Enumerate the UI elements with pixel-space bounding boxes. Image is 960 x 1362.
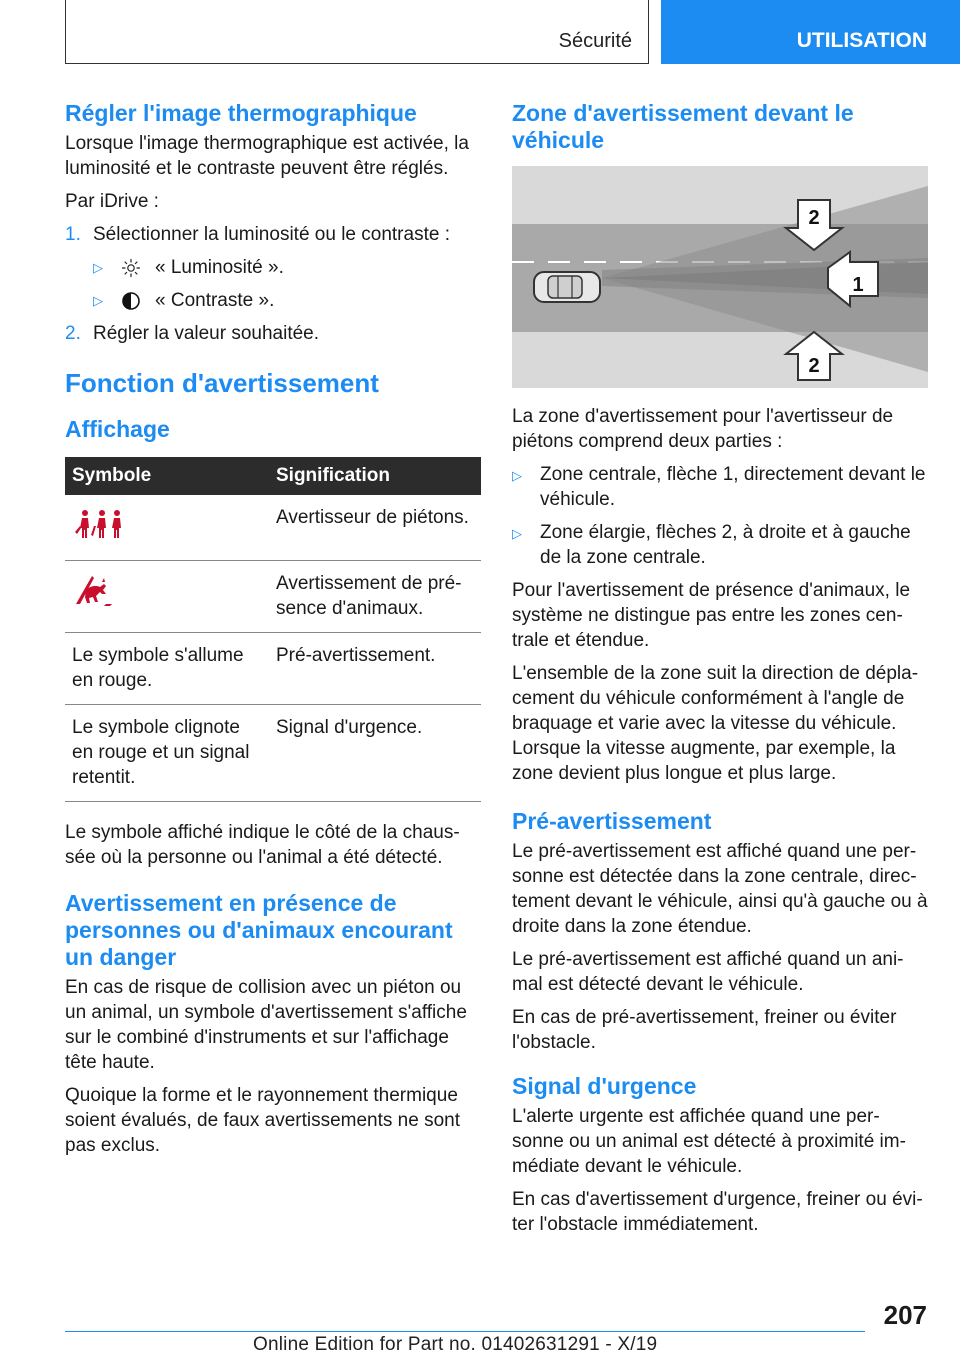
para-signal-1: L'alerte urgente est affichée quand une per-sonne ou un animal est détecté à proximité im-médiate devant le véhicule.: [512, 1106, 906, 1177]
triangle-bullet-icon: ▷: [93, 293, 103, 308]
table-header-signification: Signification: [269, 457, 481, 495]
symbol-table: [65, 457, 481, 802]
bullet-list: [512, 462, 928, 570]
table-cell-meaning: Signal d'urgence.: [269, 705, 481, 802]
list-item: [512, 520, 928, 570]
heading-zone: Zone d'avertissement devant le véhicule: [512, 100, 854, 153]
list-item-text: Zone centrale, flèche 1, directement devant le véhicule.: [540, 464, 926, 510]
animal-warning-icon: [72, 570, 116, 617]
para-ensemble: L'ensemble de la zone suit la direction de dépla-cement du véhicule conformément à l'angle de braquage et varie avec la vitesse du véhicule. Lorsque la vitesse augmente, par exemple, la zone devient plus longue et plus large.: [512, 663, 919, 784]
list-item: [512, 462, 928, 512]
warning-zone-figure: [512, 166, 928, 388]
para-thermo: Lorsque l'image thermographique est activée, la luminosité et le contraste peuvent être réglés.: [65, 133, 469, 179]
table-cell-symbol: [65, 561, 269, 633]
para-cote: Le symbole affiché indique le côté de la chaus-sée où la personne ou l'animal a été détecté.: [65, 822, 460, 868]
step-text: Régler la valeur souhaitée.: [93, 323, 320, 344]
para-pre-1: Le pré-avertissement est affiché quand une per-sonne est détectée dans la zone centrale, direc-tement devant le véhicule, ainsi qu'à gauche ou à droite dans la zone étendue.: [512, 841, 928, 937]
triangle-bullet-icon: ▷: [512, 468, 522, 483]
table-row: [65, 561, 481, 633]
footer-divider: [65, 1331, 865, 1332]
para-pre-3: En cas de pré-avertissement, freiner ou éviter l'obstacle.: [512, 1007, 897, 1053]
table-row: [65, 633, 481, 705]
sub-item-contrast: [93, 288, 481, 313]
table-header-row: [65, 457, 481, 495]
heading-signal: Signal d'urgence: [512, 1073, 697, 1099]
table-row: [65, 495, 481, 561]
brightness-icon: [121, 258, 141, 278]
chapter-title: UTILISATION: [796, 29, 927, 52]
table-cell-symbol: Le symbole s'allume en rouge.: [65, 633, 269, 705]
sub-text: « Luminosité ».: [155, 257, 284, 278]
para-risque: En cas de risque de collision avec un piéton ou un animal, un symbole d'avertissement s'affiche sur le combiné d'instruments et sur l'affichage tête haute.: [65, 977, 467, 1073]
sub-item-brightness: [93, 255, 481, 280]
page-number: 207: [883, 1300, 927, 1330]
warning-zone-diagram: [512, 166, 928, 388]
chapter-tab: [661, 0, 960, 64]
heading-avertissement: Avertissement en présence de personnes ou d'animaux encourant un danger: [65, 890, 453, 970]
table-cell-symbol: Le symbole clignote en rouge et un signal retentit.: [65, 705, 269, 802]
table-header-symbole: Symbole: [65, 457, 269, 495]
step-1: [65, 222, 481, 247]
heading-pre-avertissement: Pré-avertissement: [512, 808, 712, 834]
table-cell-meaning: Avertissement de pré-sence d'animaux.: [269, 561, 481, 633]
right-column: [512, 100, 928, 1245]
header-section-box: [65, 0, 649, 64]
step-text: Sélectionner la luminosité ou le contraste :: [93, 224, 450, 245]
heading-affichage: Affichage: [65, 416, 170, 442]
car-icon: [534, 272, 600, 302]
para-idrive: Par iDrive :: [65, 191, 159, 212]
svg-text:1: 1: [852, 274, 864, 296]
steps-list: [65, 222, 481, 346]
triangle-bullet-icon: ▷: [93, 260, 103, 275]
heading-thermo: Régler l'image thermographique: [65, 100, 417, 126]
table-row: [65, 705, 481, 802]
table-cell-symbol: [65, 495, 269, 561]
section-title: Sécurité: [558, 30, 632, 52]
table-cell-meaning: Avertisseur de piétons.: [269, 495, 481, 561]
sub-text: « Contraste ».: [155, 290, 275, 311]
svg-text:2: 2: [808, 207, 820, 229]
para-forme: Quoique la forme et le rayonnement thermique soient évalués, de faux avertissements ne sont pas exclus.: [65, 1085, 461, 1156]
left-column: [65, 100, 481, 1166]
list-item-text: Zone élargie, flèches 2, à droite et à gauche de la zone centrale.: [540, 522, 911, 568]
para-zone: La zone d'avertissement pour l'avertisseur de piétons comprend deux parties :: [512, 406, 894, 452]
step-number: 2.: [65, 323, 81, 344]
para-signal-2: En cas d'avertissement d'urgence, freiner ou évi-ter l'obstacle immédiatement.: [512, 1189, 923, 1235]
triangle-bullet-icon: ▷: [512, 526, 522, 541]
svg-text:2: 2: [808, 355, 820, 377]
para-pre-2: Le pré-avertissement est affiché quand un ani-mal est détecté devant le véhicule.: [512, 949, 904, 995]
heading-fonction: Fonction d'avertissement: [65, 368, 379, 398]
contrast-icon: [121, 291, 141, 311]
footer-edition: Online Edition for Part no. 01402631291 - X/19: [253, 1334, 658, 1355]
step-number: 1.: [65, 224, 81, 245]
table-cell-meaning: Pré-avertissement.: [269, 633, 481, 705]
para-animaux: Pour l'avertissement de présence d'animaux, le système ne distingue pas entre les zones cen-trale et étendue.: [512, 580, 911, 651]
pedestrians-warning-icon: [72, 504, 124, 551]
step-2: [65, 321, 481, 346]
